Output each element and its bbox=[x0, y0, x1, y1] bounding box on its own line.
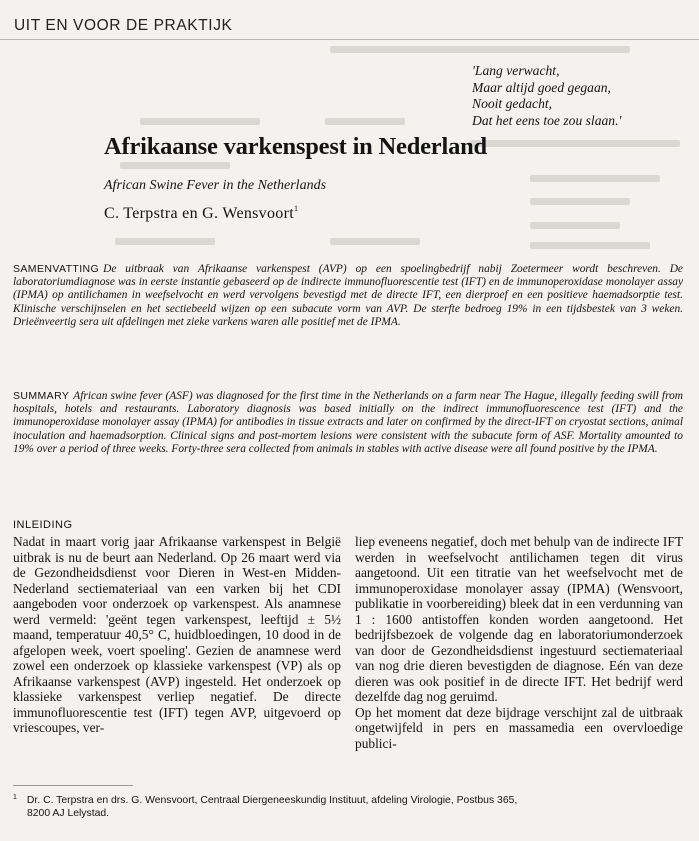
show-through-line bbox=[530, 242, 650, 249]
article-subtitle: African Swine Fever in the Netherlands bbox=[104, 178, 327, 193]
footnote-mark: 1 bbox=[13, 794, 17, 801]
show-through-line bbox=[470, 140, 680, 147]
article-authors bbox=[104, 204, 298, 223]
header-divider bbox=[0, 39, 699, 40]
show-through-line bbox=[330, 238, 420, 245]
samenvatting bbox=[13, 263, 683, 329]
show-through-line bbox=[120, 162, 230, 169]
footnote-divider bbox=[13, 785, 133, 786]
authors-text: C. Terpstra en G. Wensvoort bbox=[104, 205, 294, 222]
body-column-right bbox=[355, 534, 683, 751]
epigraph-line: 'Lang verwacht, bbox=[472, 63, 560, 78]
summary-text: African swine fever (ASF) was diagnosed for the first time in the Netherlands on a farm near The Hague, illegally feeding swill from hospitals, hotels and restaurants. Laboratory diagnosis was based initially on the indirect immunofluorescence test (IFT) and the immunoperoxidase monolayer assay (IPMA) for antibodies in tissue extracts and later on confirmed by the direct-IFT on cryostat sections, animal inoculation and haemadsorption. Clinical signs and post-mortem lesions were consistent with the subacute form of ASF. Mortality amounted to 19% over a period of three weeks. Forty-three sera collected from animals in stables with active disease were all found positive by the IPMA. bbox=[13, 390, 683, 455]
epigraph-line: Dat het eens toe zou slaan.' bbox=[472, 112, 622, 128]
inleiding-heading: INLEIDING bbox=[13, 519, 73, 531]
summary bbox=[13, 390, 683, 456]
show-through-line bbox=[530, 175, 660, 182]
show-through-line bbox=[140, 118, 260, 125]
footnote-text: Dr. C. Terpstra en drs. G. Wensvoort, Centraal Diergeneeskundig Instituut, afdeling Virologie, Postbus 365, bbox=[26, 795, 518, 806]
footnote-line bbox=[13, 791, 688, 807]
body-paragraph: liep eveneens negatief, doch met behulp van de indirecte IFT werden in weefselvocht antilichamen tegen dit virus aangetoond. Uit een titratie van het weefselvocht met de immunoperoxidase monolayer assay (IPMA) (Wensvoort, publikatie in voorbereiding) bleek dat in een verdunning van 1 : 1600 antistoffen konden worden aangetoond. Het bedrijfsbezoek de volgende dag en laboratoriumonderzoek van door de Gezondheidsdienst ingestuurd sectiemateriaal van nog drie dieren bevestigden de diagnose. Eén van deze dieren was ook positief in de directe IFT. Het bedrijf werd dezelfde dag nog geruimd. bbox=[355, 534, 683, 704]
show-through-line bbox=[325, 118, 405, 125]
show-through-line bbox=[530, 222, 620, 229]
samenvatting-label: SAMENVATTING bbox=[13, 263, 100, 275]
epigraph-line: Nooit gedacht, bbox=[472, 96, 553, 112]
footnote-line: 8200 AJ Lelystad. bbox=[27, 808, 110, 819]
body-paragraph: Op het moment dat deze bijdrage verschijnt zal de uitbraak ongetwijfeld in pers en massamedia een overvloedige publici- bbox=[355, 704, 683, 751]
footnote bbox=[13, 791, 688, 820]
body-column-left bbox=[13, 534, 341, 736]
show-through-line bbox=[530, 198, 630, 205]
author-footnote-mark: 1 bbox=[293, 204, 299, 213]
epigraph-line: Maar altijd goed gegaan, bbox=[472, 79, 611, 95]
body-paragraph: Nadat in maart vorig jaar Afrikaanse varkenspest in België uitbrak is nu de beurt aan Nederland. Op 26 maart werd via de Gezondheidsdienst voor Dieren in West-en Midden-Nederland sectiemateriaal van een varken bij het CDI aangeboden voor onderzoek op varkenspest. Als anamnese werd vermeld: 'geënt tegen varkenspest, leeftijd ± 5½ maand, temperatuur 40,5° C, huidbloedingen, 10 dood in de afgelopen week, voert spoeling'. Gezien de anamnese werd zowel een onderzoek op klassieke varkenspest (VP) als op Afrikaanse varkenspest (AVP) ingesteld. Het onderzoek op klassieke varkenspest verliep negatief. De directe immunofluorescentie test (IFT) tegen AVP, uitgevoerd op vriescoupes, ver- bbox=[13, 534, 341, 735]
summary-label: SUMMARY bbox=[13, 390, 70, 402]
samenvatting-text: De uitbraak van Afrikaanse varkenspest (AVP) op een spoelingbedrijf nabij Zoetermeer wordt beschreven. De laboratoriumdiagnose was in eerste instantie gebaseerd op de indirecte immunofluorescentie test (IFT) en de immunoperoxidase monolayer assay (IPMA) op antilichamen in weefselvocht en werd vervolgens bevestigd met de directe IFT, een dierproef en een positieve haemadsorptie test. Klinische verschijnselen en het sectiebeeld wijzen op een subacute vorm van AVP. De sterfte bedroeg 19% in een tijdsbestek van 3 weken. Drieënveertig sera uit afdelingen met zieke varkens waren alle positief met de IPMA. bbox=[13, 263, 683, 328]
show-through-line bbox=[330, 46, 630, 53]
show-through-line bbox=[115, 238, 215, 245]
epigraph bbox=[472, 63, 694, 129]
section-header: UIT EN VOOR DE PRAKTIJK bbox=[14, 17, 233, 34]
article-title: Afrikaanse varkenspest in Nederland bbox=[104, 133, 487, 160]
